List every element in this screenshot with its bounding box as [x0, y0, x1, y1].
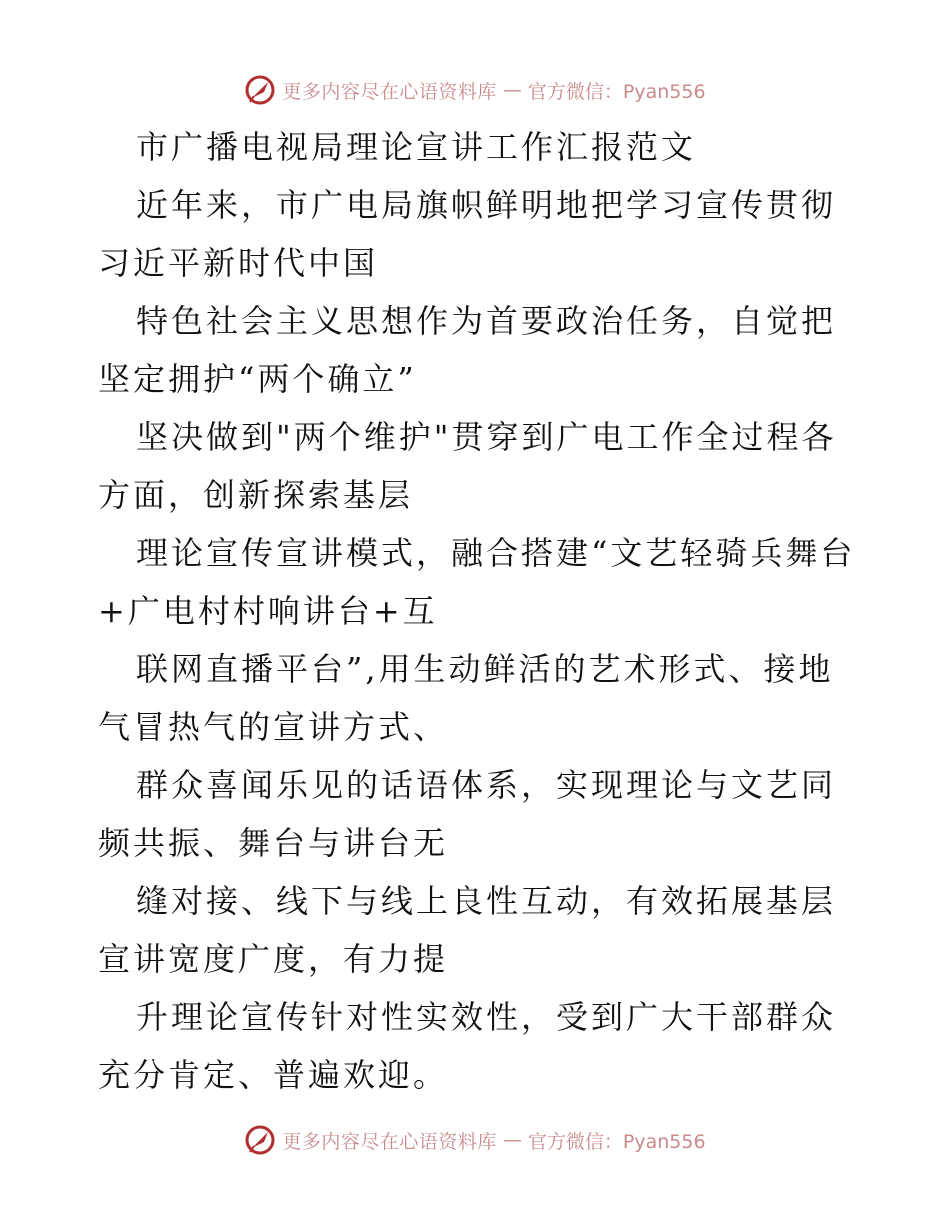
- watermark-brand: 更多内容尽在心语资料库: [282, 1130, 497, 1153]
- paragraph: 特色社会主义思想作为首要政治任务，自觉把坚定拥护“两个确立”: [98, 302, 837, 398]
- paragraph: 联网直播平台”,用生动鲜活的艺术形式、接地气冒热气的宣讲方式、: [98, 650, 834, 746]
- paragraph: 近年来，市广电局旗帜鲜明地把学习宣传贯彻习近平新时代中国: [98, 186, 837, 282]
- paragraph: 理论宣传宣讲模式，融合搭建“文艺轻骑兵舞台+广电村村响讲台+互: [98, 534, 856, 630]
- paragraph: 坚决做到"两个维护"贯穿到广电工作全过程各方面，创新探索基层: [98, 418, 837, 514]
- quill-logo-icon: [244, 1124, 276, 1156]
- header-watermark: [0, 70, 950, 110]
- document-body: [98, 118, 858, 1104]
- watermark-separator: —: [502, 1129, 522, 1151]
- paragraph: 群众喜闻乐见的话语体系，实现理论与文艺同频共振、舞台与讲台无: [98, 766, 837, 862]
- watermark-separator: —: [502, 79, 522, 101]
- paragraph: 缝对接、线下与线上良性互动，有效拓展基层宣讲宽度广度，有力提: [98, 882, 837, 978]
- paragraph: 升理论宣传针对性实效性，受到广大干部群众充分肯定、普遍欢迎。: [98, 998, 837, 1094]
- quill-logo-icon: [244, 74, 276, 106]
- watermark-contact: 官方微信：Pyan556: [527, 1130, 706, 1153]
- footer-watermark: [0, 1120, 950, 1160]
- watermark-brand: 更多内容尽在心语资料库: [282, 80, 497, 103]
- document-title: 市广播电视局理论宣讲工作汇报范文: [136, 128, 697, 166]
- watermark-contact: 官方微信：Pyan556: [527, 80, 706, 103]
